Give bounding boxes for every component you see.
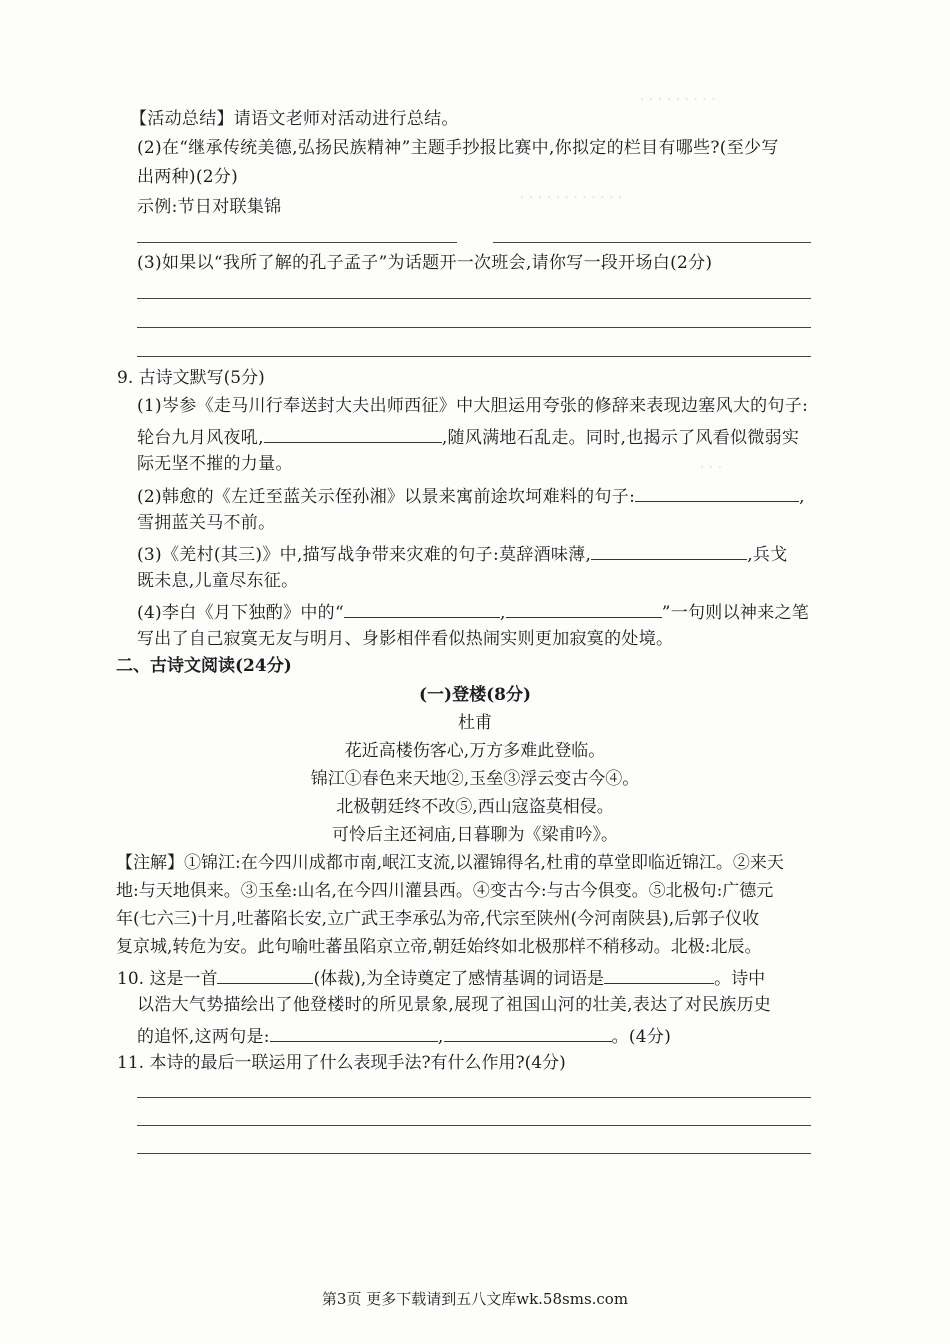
bleed-through-text: · · · · · · · · · · · ·: [520, 190, 623, 206]
q8-part2-example: 示例:节日对联集锦: [137, 197, 282, 217]
annotation-line: 地:与天地俱来。③玉垒:山名,在今四川灌县西。④变古今:与古今俱变。⑤北极句:广德元: [116, 881, 774, 901]
answer-line[interactable]: [137, 1097, 811, 1098]
poem-heading: (一)登楼(8分): [418, 685, 531, 705]
q9-s3-text-a: (3)《羌村(其三)》中,描写战争带来灾难的句子:莫辞酒味薄,: [137, 545, 592, 565]
q9-s2-text-b: ,: [799, 487, 805, 507]
fill-blank[interactable]: [635, 483, 799, 502]
q10-line1: [117, 965, 765, 990]
poem-line: 北极朝廷终不改⑤,西山寇盗莫相侵。: [336, 797, 614, 817]
fill-blank-genre[interactable]: [217, 965, 313, 984]
q9-s2-text-a: (2)韩愈的《左迁至蓝关示侄孙湘》以景来寓前途坎坷难料的句子:: [137, 487, 636, 507]
q9-s4-text-b: ,: [499, 603, 506, 623]
q10-text-b: (体裁),为全诗奠定了感情基调的词语是: [313, 969, 605, 989]
fill-blank[interactable]: [506, 599, 662, 618]
q9-s3-line1: [137, 541, 788, 566]
poem-line: 可怜后主还祠庙,日暮聊为《梁甫吟》。: [332, 825, 618, 845]
answer-line[interactable]: [137, 1125, 811, 1126]
annotation-line: 【注解】①锦江:在今四川成都市南,岷江支流,以濯锦得名,杜甫的草堂即临近锦江。②来天: [116, 853, 784, 873]
q9-s4-text-c: ”一句则以神来之笔: [661, 603, 810, 623]
fill-blank[interactable]: [444, 1023, 612, 1042]
q10-text-e: ,: [437, 1027, 444, 1047]
page-footer: 第3页 更多下载请到五八文库wk.58sms.com: [321, 1290, 629, 1308]
q9-s4-text-a: (4)李白《月下独酌》中的“: [137, 603, 344, 623]
q9-s4-line2: 写出了自己寂寞无友与明月、身影相伴看似热闹实则更加寂寞的处境。: [137, 629, 674, 649]
fill-blank-keyword[interactable]: [604, 965, 714, 984]
q9-s3-line2: 既未息,儿童尽东征。: [137, 571, 299, 591]
q9-s1-line3: 际无坚不摧的力量。: [137, 454, 293, 474]
q10-line2: 以浩大气势描绘出了他登楼时的所见景象,展现了祖国山河的壮美,表达了对民族历史: [137, 995, 772, 1015]
q10-text-f: 。(4分): [611, 1027, 672, 1047]
q10-line3: [137, 1023, 671, 1048]
bleed-through-text: · · ·: [700, 460, 723, 476]
q11-prompt: 11. 本诗的最后一联运用了什么表现手法?有什么作用?(4分): [117, 1053, 566, 1073]
q9-s1-line2: [137, 424, 799, 449]
fill-blank[interactable]: [270, 1023, 438, 1042]
annotation-line: 复京城,转危为安。此句喻吐蕃虽陷京立帝,朝廷始终如北极那样不稍移动。北极:北辰。: [116, 937, 762, 957]
fill-blank[interactable]: [344, 599, 500, 618]
answer-line[interactable]: [137, 1153, 811, 1154]
answer-blank-column-1[interactable]: [137, 242, 457, 243]
section-two-title: 二、古诗文阅读(24分): [116, 656, 292, 676]
poem-line: 锦江①春色来天地②,玉垒③浮云变古今④。: [310, 769, 640, 789]
q10-text-a: 10. 这是一首: [117, 969, 218, 989]
poem-line: 花近高楼伤客心,万方多难此登临。: [344, 741, 606, 761]
q9-s4-line1: [137, 599, 809, 624]
q9-s2-line2: 雪拥蓝关马不前。: [137, 513, 276, 533]
q9-title: 9. 古诗文默写(5分): [117, 368, 265, 388]
q9-s1-line1: (1)岑参《走马川行奉送封大夫出师西征》中大胆运用夸张的修辞来表现边塞风大的句子:: [137, 396, 809, 416]
poem-author: 杜甫: [458, 713, 492, 733]
q8-part2-line2: 出两种)(2分): [137, 167, 239, 187]
answer-line[interactable]: [137, 327, 811, 328]
fill-blank[interactable]: [591, 541, 747, 560]
q9-s3-text-b: ,兵戈: [747, 545, 788, 565]
fill-blank[interactable]: [264, 424, 442, 443]
q9-s1-text-a: 轮台九月风夜吼,: [137, 428, 264, 448]
annotation-line: 年(七六三)十月,吐蕃陷长安,立广武王李承弘为帝,代宗至陕州(今河南陕县),后郭子仪收: [116, 909, 760, 929]
q10-text-d: 的追怀,这两句是:: [137, 1027, 270, 1047]
q9-s1-text-b: ,随风满地石乱走。同时,也揭示了风看似微弱实: [441, 428, 800, 448]
bleed-through-text: · · · · · · · · ·: [640, 92, 716, 108]
answer-line[interactable]: [137, 298, 811, 299]
answer-blank-column-2[interactable]: [493, 242, 811, 243]
activity-summary: 【活动总结】请语文老师对活动进行总结。: [130, 109, 459, 129]
answer-line[interactable]: [137, 356, 811, 357]
q10-text-c: 。诗中: [714, 969, 766, 989]
q9-s2-line1: [137, 483, 805, 508]
q8-part3-prompt: (3)如果以“我所了解的孔子孟子”为话题开一次班会,请你写一段开场白(2分): [137, 253, 713, 273]
q8-part2-line1: (2)在“继承传统美德,弘扬民族精神”主题手抄报比赛中,你拟定的栏目有哪些?(至少写: [137, 138, 779, 158]
